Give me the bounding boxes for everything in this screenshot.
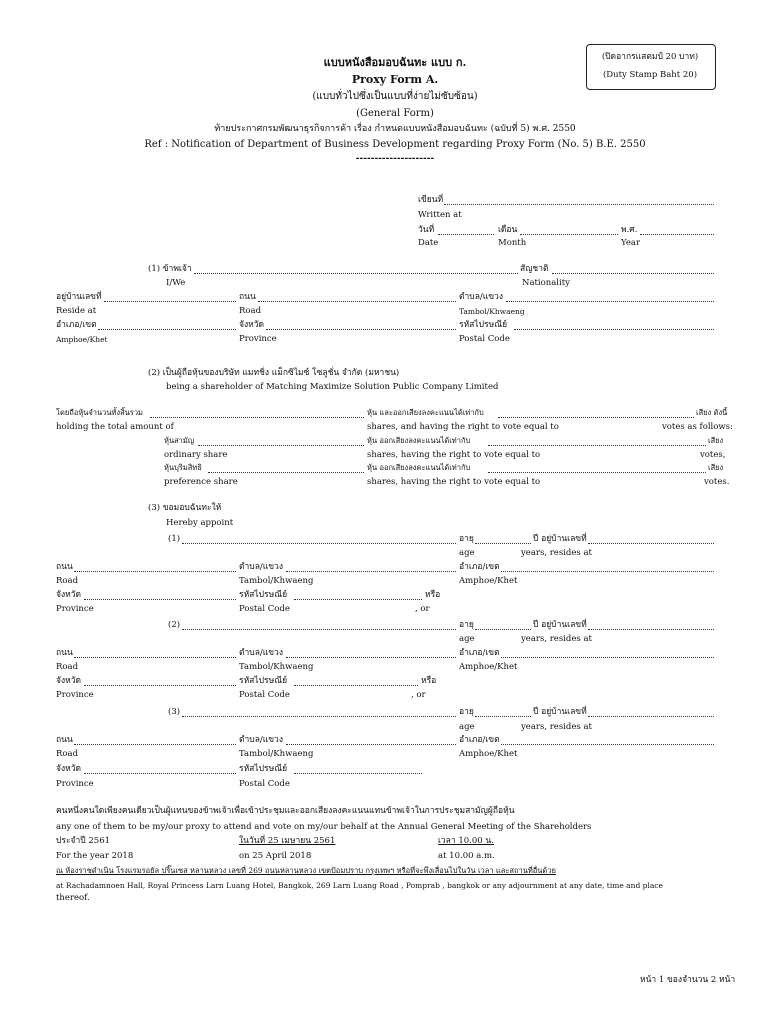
- proxy-1-province-thai: จังหวัด: [56, 590, 82, 600]
- meeting-venue-en-2: thereof.: [56, 893, 90, 903]
- proxy-2-address-field[interactable]: [588, 629, 714, 630]
- proxy-1-amphoe-en: Amphoe/Khet: [459, 576, 518, 586]
- proxy-1-road-thai: ถนน: [56, 562, 73, 572]
- proxy-1-age-en: age: [459, 548, 475, 558]
- proxy-2-age-en: age: [459, 634, 475, 644]
- proxy-3-road-thai: ถนน: [56, 735, 73, 745]
- proxy-3-age-en: age: [459, 722, 475, 732]
- page-number: หน้า 1 ของจำนวน 2 หน้า: [640, 975, 736, 985]
- year-label-thai: พ.ศ.: [621, 225, 638, 235]
- proxy-2-number: (2): [168, 620, 181, 630]
- proxy-1-province-field[interactable]: [84, 599, 236, 600]
- proxy-1-number: (1): [168, 534, 181, 544]
- header-divider: ---------------------: [355, 154, 435, 164]
- ordinary-shares-label-en: shares, having the right to vote equal to: [367, 450, 541, 460]
- proxy-1-postal-en: Postal Code: [239, 604, 290, 614]
- proxy-1-name-field[interactable]: [182, 543, 456, 544]
- proxy-2-province-thai: จังหวัด: [56, 676, 82, 686]
- proxy-1-tambol-thai: ตำบล/แขวง: [239, 562, 283, 572]
- tambol-label-en: Tambol/Khwaeng: [459, 307, 525, 316]
- we-name-field[interactable]: [194, 273, 518, 274]
- total-shares-label-thai: หุ้น และออกเสียงลงคะแนนได้เท่ากับ: [367, 408, 484, 417]
- appoint-label-en: Hereby appoint: [166, 518, 234, 528]
- proxy-1-address-field[interactable]: [588, 543, 714, 544]
- proxy-1-amphoe-thai: อำเภอ/เขต: [459, 562, 500, 572]
- ordinary-label-en: ordinary share: [164, 450, 228, 460]
- proxy-2-road-field[interactable]: [74, 657, 236, 658]
- preference-shares-field[interactable]: [208, 472, 364, 473]
- total-label-thai: โดยถือหุ้นจำนวนทั้งสิ้นรวม: [56, 408, 143, 417]
- total-shares-label-en: shares, and having the right to vote equal to: [367, 422, 559, 432]
- ordinary-votes-field[interactable]: [488, 445, 706, 446]
- duty-stamp-box: [586, 44, 716, 90]
- proxy-2-postal-thai: รหัสไปรษณีย์: [239, 676, 288, 686]
- proxy-3-amphoe-field[interactable]: [501, 744, 714, 745]
- proxy-2-tambol-en: Tambol/Khwaeng: [239, 662, 314, 672]
- road-field[interactable]: [258, 301, 456, 302]
- province-label-thai: จังหวัด: [239, 320, 265, 330]
- reside-label-thai: อยู่บ้านเลขที่: [56, 292, 102, 302]
- month-field[interactable]: [520, 234, 618, 235]
- proxy-3-tambol-en: Tambol/Khwaeng: [239, 749, 314, 759]
- written-at-label-thai: เขียนที่: [418, 195, 444, 205]
- proxy-3-age-field[interactable]: [475, 716, 531, 717]
- date-label-en: Date: [418, 238, 439, 248]
- proxy-2-road-en: Road: [56, 662, 79, 672]
- amphoe-field[interactable]: [98, 329, 236, 330]
- postal-field[interactable]: [514, 329, 714, 330]
- tambol-field[interactable]: [506, 301, 714, 302]
- stamp-label-thai: (ปิดอากรแสตมป์ 20 บาท): [601, 52, 699, 62]
- proxy-3-number: (3): [168, 707, 181, 717]
- meeting-date-thai: ในวันที่ 25 เมษายน 2561: [239, 836, 336, 846]
- ref-thai: ท้ายประกาศกรมพัฒนาธุรกิจการค้า เรื่อง กำหนดแบบหนังสือมอบฉันทะ (ฉบับที่ 5) พ.ศ. 2550: [214, 124, 576, 134]
- proxy-2-name-field[interactable]: [182, 629, 456, 630]
- proxy-2-or-en: , or: [411, 690, 426, 700]
- preference-shares-label-en: shares, having the right to vote equal to: [367, 477, 541, 487]
- preference-label-en: preference share: [164, 477, 238, 487]
- meeting-venue-en-1: at Rachadamnoen Hall, Royal Princess Larn Luang Hotel, Bangkok, 269 Larn Luang Road , Pomprab , bangkok or any adjournment at any date, time and place: [56, 881, 663, 890]
- proxy-1-years-thai: ปี อยู่บ้านเลขที่: [533, 534, 587, 544]
- proxy-3-amphoe-thai: อำเภอ/เขต: [459, 735, 500, 745]
- proxy-2-postal-en: Postal Code: [239, 690, 290, 700]
- reside-label-en: Reside at: [56, 306, 97, 316]
- proxy-3-amphoe-en: Amphoe/Khet: [459, 749, 518, 759]
- proxy-3-road-field[interactable]: [74, 744, 236, 745]
- proxy-3-years-thai: ปี อยู่บ้านเลขที่: [533, 707, 587, 717]
- proxy-2-road-thai: ถนน: [56, 648, 73, 658]
- meeting-venue-thai: ณ ห้องราชดำเนิน โรงแรมรอยัล ปริ๊นเซส หลานหลวง เลขที่ 269 ถนนหลานหลวง เขตป้อมปราบ กรุงเทพฯ หรือที่จะพึงเลื่อนไปในวัน เวลา และสถานที่อื่นด้วย: [56, 866, 556, 875]
- subtitle-thai: (แบบทั่วไปซึ่งเป็นแบบที่ง่ายไม่ซับซ้อน): [312, 91, 478, 102]
- amphoe-label-thai: อำเภอ/เขต: [56, 320, 97, 330]
- postal-label-en: Postal Code: [459, 334, 510, 344]
- written-at-field[interactable]: [444, 204, 714, 205]
- proxy-3-tambol-field[interactable]: [286, 744, 456, 745]
- proxy-1-or-en: , or: [415, 604, 430, 614]
- total-shares-field[interactable]: [150, 417, 364, 418]
- proxy-1-or-thai: หรือ: [425, 590, 441, 600]
- month-label-thai: เดือน: [498, 225, 518, 235]
- we-label-thai: (1) ข้าพเจ้า: [148, 264, 192, 274]
- proxy-1-road-en: Road: [56, 576, 79, 586]
- proxy-1-years-en: years, resides at: [521, 548, 592, 558]
- proxy-3-years-en: years, resides at: [521, 722, 592, 732]
- proxy-1-age-thai: อายุ: [459, 534, 474, 544]
- proxy-3-name-field[interactable]: [182, 716, 456, 717]
- ordinary-votes-label-en: votes,: [700, 450, 726, 460]
- meeting-time-en: at 10.00 a.m.: [438, 851, 495, 861]
- meeting-year-thai: ประจำปี 2561: [56, 836, 111, 846]
- proxy-2-postal-field[interactable]: [294, 685, 418, 686]
- postal-label-thai: รหัสไปรษณีย์: [459, 320, 508, 330]
- road-label-en: Road: [239, 306, 262, 316]
- preference-votes-field[interactable]: [488, 472, 706, 473]
- proxy-2-years-thai: ปี อยู่บ้านเลขที่: [533, 620, 587, 630]
- nationality-label-en: Nationality: [522, 278, 570, 288]
- preference-votes-label-en: votes.: [704, 477, 730, 487]
- title-en: Proxy Form A.: [351, 73, 439, 86]
- date-field[interactable]: [438, 234, 494, 235]
- proxy-3-tambol-thai: ตำบล/แขวง: [239, 735, 283, 745]
- date-label-thai: วันที่: [418, 225, 435, 235]
- ref-en: Ref : Notification of Department of Business Development regarding Proxy Form (No. 5) B.E. 2550: [144, 139, 646, 150]
- total-label-en: holding the total amount of: [56, 422, 174, 432]
- year-field[interactable]: [640, 234, 714, 235]
- proxy-3-road-en: Road: [56, 749, 79, 759]
- proxy-2-age-thai: อายุ: [459, 620, 474, 630]
- proxy-1-postal-thai: รหัสไปรษณีย์: [239, 590, 288, 600]
- ordinary-shares-label-thai: หุ้น ออกเสียงลงคะแนนได้เท่ากับ: [367, 436, 471, 445]
- proxy-1-amphoe-field[interactable]: [501, 571, 714, 572]
- proxy-1-province-en: Province: [56, 604, 94, 614]
- month-label-en: Month: [498, 238, 527, 248]
- proxy-2-years-en: years, resides at: [521, 634, 592, 644]
- we-label-en: I/We: [166, 278, 186, 288]
- proxy-2-amphoe-field[interactable]: [501, 657, 714, 658]
- proxy-1-tambol-en: Tambol/Khwaeng: [239, 576, 314, 586]
- meeting-date-en: on 25 April 2018: [239, 851, 312, 861]
- shareholder-en: being a shareholder of Matching Maximize Solution Public Company Limited: [166, 382, 499, 392]
- nationality-label-thai: สัญชาติ: [520, 264, 549, 274]
- preference-label-thai: หุ้นบุริมสิทธิ: [164, 463, 202, 472]
- proxy-2-tambol-field[interactable]: [286, 657, 456, 658]
- preference-votes-label-thai: เสียง: [708, 463, 724, 472]
- appoint-label-thai: (3) ขอมอบฉันทะให้: [148, 503, 222, 513]
- total-votes-field[interactable]: [498, 417, 694, 418]
- subtitle-en: (General Form): [356, 108, 434, 119]
- proxy-3-address-field[interactable]: [588, 716, 714, 717]
- meeting-line-thai: คนหนึ่งคนใดเพียงคนเดียวเป็นผู้แทนของข้าพเจ้าเพื่อเข้าประชุมและออกเสียงลงคะแนนแทนข้าพเจ้าในการประชุมสามัญผู้ถือหุ้น: [56, 806, 515, 816]
- proxy-3-age-thai: อายุ: [459, 707, 474, 717]
- ordinary-shares-field[interactable]: [198, 445, 364, 446]
- preference-shares-label-thai: หุ้น ออกเสียงลงคะแนนได้เท่ากับ: [367, 463, 471, 472]
- meeting-line-en: any one of them to be my/our proxy to attend and vote on my/our behalf at the Annual General Meeting of the Shareholders: [56, 822, 592, 832]
- meeting-time-thai: เวลา 10.00 น.: [438, 836, 494, 846]
- nationality-field[interactable]: [552, 273, 714, 274]
- year-label-en: Year: [621, 238, 641, 248]
- meeting-year-en: For the year 2018: [56, 851, 134, 861]
- total-votes-label-en: votes as follows:: [662, 422, 733, 432]
- proxy-2-province-en: Province: [56, 690, 94, 700]
- proxy-2-province-field[interactable]: [84, 685, 236, 686]
- proxy-2-age-field[interactable]: [475, 629, 531, 630]
- proxy-3-province-thai: จังหวัด: [56, 764, 82, 774]
- proxy-2-amphoe-en: Amphoe/Khet: [459, 662, 518, 672]
- shareholder-thai: (2) เป็นผู้ถือหุ้นของบริษัท แมทชิ่ง แม็กซิไมซ์ โซลูชั่น จำกัด (มหาชน): [148, 368, 400, 378]
- written-at-label-en: Written at: [418, 210, 462, 220]
- proxy-2-tambol-thai: ตำบล/แขวง: [239, 648, 283, 658]
- ordinary-label-thai: หุ้นสามัญ: [164, 436, 195, 445]
- proxy-2-or-thai: หรือ: [421, 676, 437, 686]
- road-label-thai: ถนน: [239, 292, 256, 302]
- reside-field[interactable]: [104, 301, 236, 302]
- proxy-1-age-field[interactable]: [475, 543, 531, 544]
- proxy-1-postal-field[interactable]: [294, 599, 422, 600]
- total-votes-label-thai: เสียง ดังนี้: [696, 408, 728, 417]
- proxy-3-postal-thai: รหัสไปรษณีย์: [239, 764, 288, 774]
- proxy-3-province-en: Province: [56, 779, 94, 789]
- proxy-3-province-field[interactable]: [84, 773, 236, 774]
- amphoe-label-en: Amphoe/Khet: [56, 335, 108, 344]
- tambol-label-thai: ตำบล/แขวง: [459, 292, 503, 302]
- title-thai: แบบหนังสือมอบฉันทะ แบบ ก.: [323, 56, 467, 69]
- proxy-1-road-field[interactable]: [74, 571, 236, 572]
- proxy-3-postal-field[interactable]: [294, 773, 422, 774]
- proxy-2-amphoe-thai: อำเภอ/เขต: [459, 648, 500, 658]
- proxy-1-tambol-field[interactable]: [286, 571, 456, 572]
- province-field[interactable]: [266, 329, 456, 330]
- ordinary-votes-label-thai: เสียง: [708, 436, 724, 445]
- province-label-en: Province: [239, 334, 277, 344]
- stamp-label-en: (Duty Stamp Baht 20): [602, 70, 698, 80]
- proxy-3-postal-en: Postal Code: [239, 779, 290, 789]
